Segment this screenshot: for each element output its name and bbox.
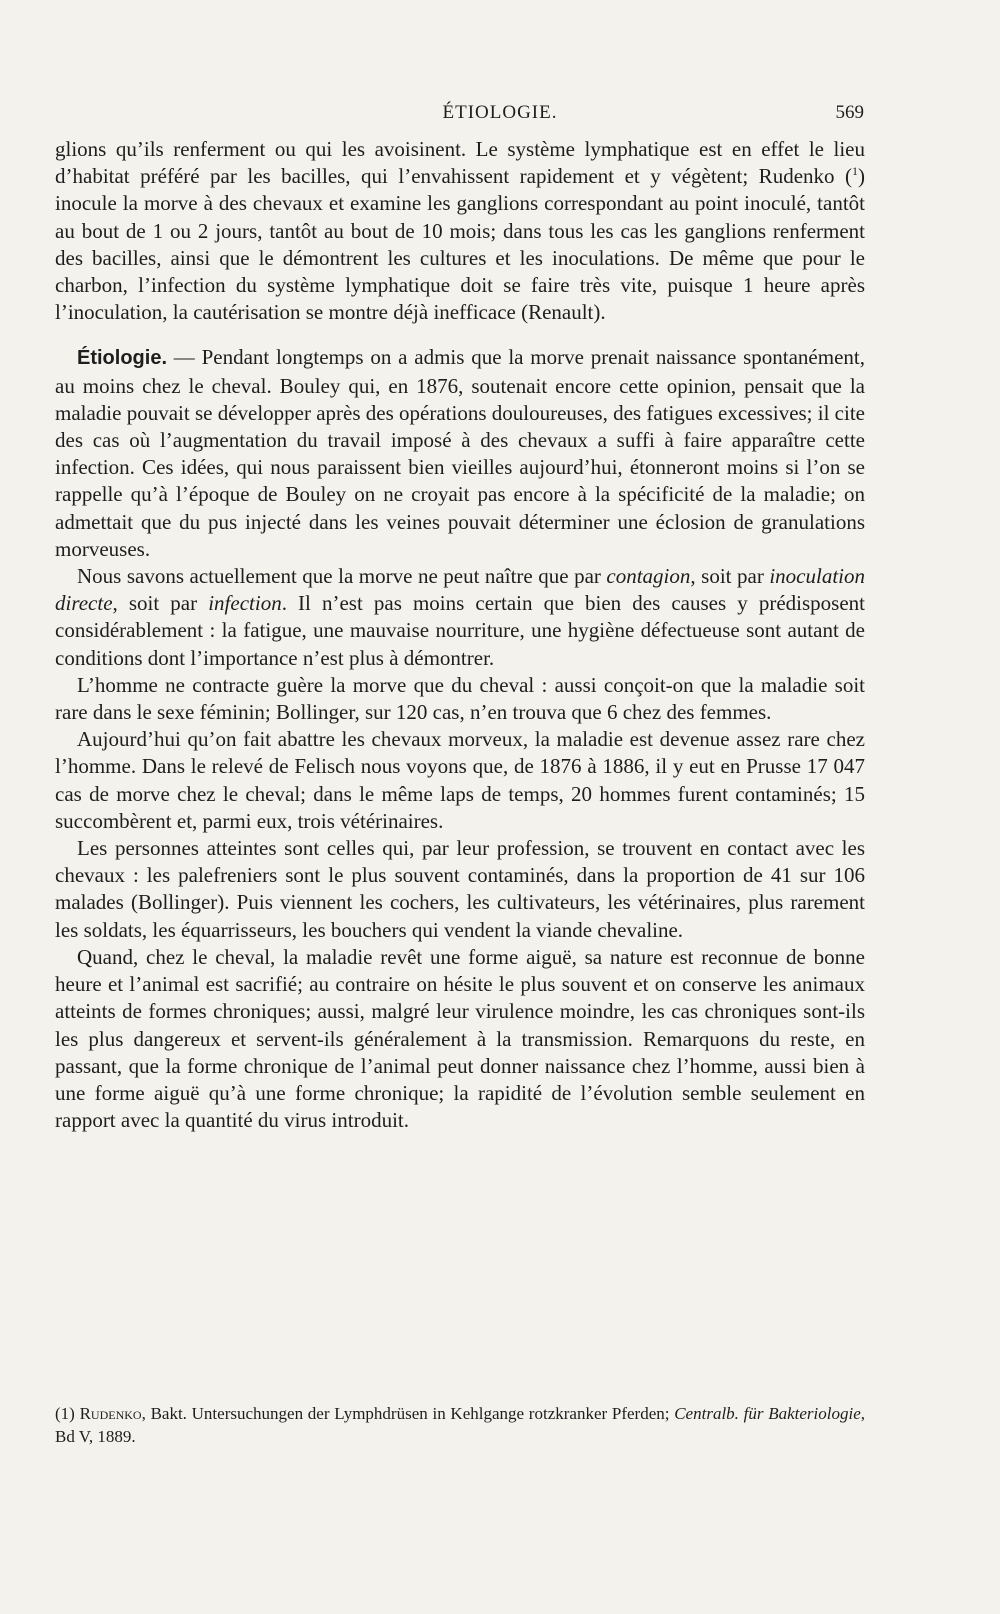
paragraph-homme: L’homme ne contracte guère la morve que du cheval : aussi conçoit-on que la maladie soit rare dans le sexe féminin; Bollinger, sur 120 cas, n’en trouva que 6 chez des femmes.: [55, 672, 865, 725]
footnote-reference: 1: [852, 164, 858, 179]
paragraph-text: Nous savons actuellement que la morve ne peut naître que par: [77, 564, 607, 589]
section-heading: Étiologie.: [77, 347, 167, 370]
paragraph-lymphatic-system: [55, 136, 865, 326]
paragraph-professions: Les personnes atteintes sont celles qui, par leur profession, se trouvent en contact avec les chevaux : les palefreniers sont le plus souvent contaminés, dans la proportion de 41 sur 106 malades (Bollinger). Puis viennent les cochers, les cultivateurs, les vétérinaires, plus rarement les soldats, les équarrisseurs, les bouchers qui vendent la viande chevaline.: [55, 836, 865, 942]
paragraph-chronic-forms: Quand, chez le cheval, la maladie revêt une forme aiguë, sa nature est reconnue de bonne heure et l’animal est sacrifié; au contraire on hésite le plus souvent et on conserve les animaux atteints de formes chroniques; aussi, malgré leur virulence moindre, les cas chroniques sont-ils les plus dangereux et servent-ils généralement à la transmission. Remarquons du reste, en passant, que la forme chronique de l’animal peut donner naissance chez l’homme, aussi bien à une forme aiguë qu’à une forme chronique; la rapidité de l’évolution semble seulement en rapport avec la quantité du virus introduit.: [55, 944, 865, 1133]
paragraph-text: glions qu’ils renferment ou qui les avoisinent. Le système lymphatique est en effet le lieu d’habitat préféré par les bacilles, qui l’envahissent rapidement et y végètent; Rudenko (: [55, 137, 865, 189]
paragraph-text: — Pendant longtemps on a admis que la morve prenait naissance spontanément, au moins chez le cheval. Bouley qui, en 1876, soutenait encore cette opinion, pensait que la maladie pouvait se développer après des opérations douloureuses, des fatigues excessives; il cite des cas où l’augmentation du travail imposé à des chevaux a suffi à faire apparaître cette infection. Ces idées, qui nous paraissent bien vieilles aujourd’hui, étonneront moins si l’on se rappelle qu’à l’époque de Bouley on ne croyait pas encore à la spécificité de la maladie; on admettait que du pus injecté dans les veines pouvait déterminer une éclosion de granulations morveuses.: [55, 345, 865, 561]
running-head: [0, 102, 1000, 130]
paragraph-text: ) inocule la morve à des chevaux et examine les ganglions correspondant au point inoculé, tantôt au bout de 1 ou 2 jours, tantôt au bout de 10 mois; dans tous les cas les ganglions renferment des bacilles, ainsi que le démontrent les cultures et les inoculations. De même que pour le charbon, l’infection du système lymphatique doit se faire très vite, puisque 1 heure après l’inoculation, la cautérisation se montre déjà inefficace (Renault).: [55, 164, 865, 325]
running-title: ÉTIOLOGIE.: [442, 102, 558, 123]
page-number: 569: [835, 102, 864, 123]
paragraph-etiologie: [55, 344, 865, 563]
paragraph-felisch: Aujourd’hui qu’on fait abattre les chevaux morveux, la maladie est devenue assez rare chez l’homme. Dans le relevé de Felisch nous voyons que, de 1876 à 1886, il y eut en Prusse 17 047 cas de morve chez le cheval; dans le même laps de temps, 20 hommes furent contaminés; 15 succombèrent et, parmi eux, trois vétérinaires.: [55, 727, 865, 833]
main-text: [55, 136, 865, 1134]
italic-term: infection: [208, 591, 282, 616]
paragraph-contagion: [55, 563, 865, 672]
paragraph-text: . Il n’est pas moins certain que bien des causes y prédisposent considérablement : la fatigue, une mauvaise nourriture, une hygiène défectueuse sont autant de conditions dont l’importance n’est plus à démontrer.: [55, 591, 865, 670]
footnote-text: , Bakt. Untersuchungen der Lymphdrüsen in Kehlgange rotzkranker Pferden;: [141, 1404, 675, 1423]
paragraph-text: , soit par: [690, 564, 770, 589]
paragraph-text: , soit par: [112, 591, 209, 616]
footnote: [55, 1402, 865, 1448]
italic-term: inoculation directe: [55, 564, 866, 616]
footnote-journal: Centralb. für Bakteriologie: [674, 1404, 861, 1423]
footnote-mark: (1): [55, 1404, 75, 1423]
footnote-ref: , Bd V, 1889.: [55, 1404, 866, 1446]
italic-term: contagion: [606, 564, 691, 589]
footnote-author: Rudenko: [79, 1404, 142, 1423]
